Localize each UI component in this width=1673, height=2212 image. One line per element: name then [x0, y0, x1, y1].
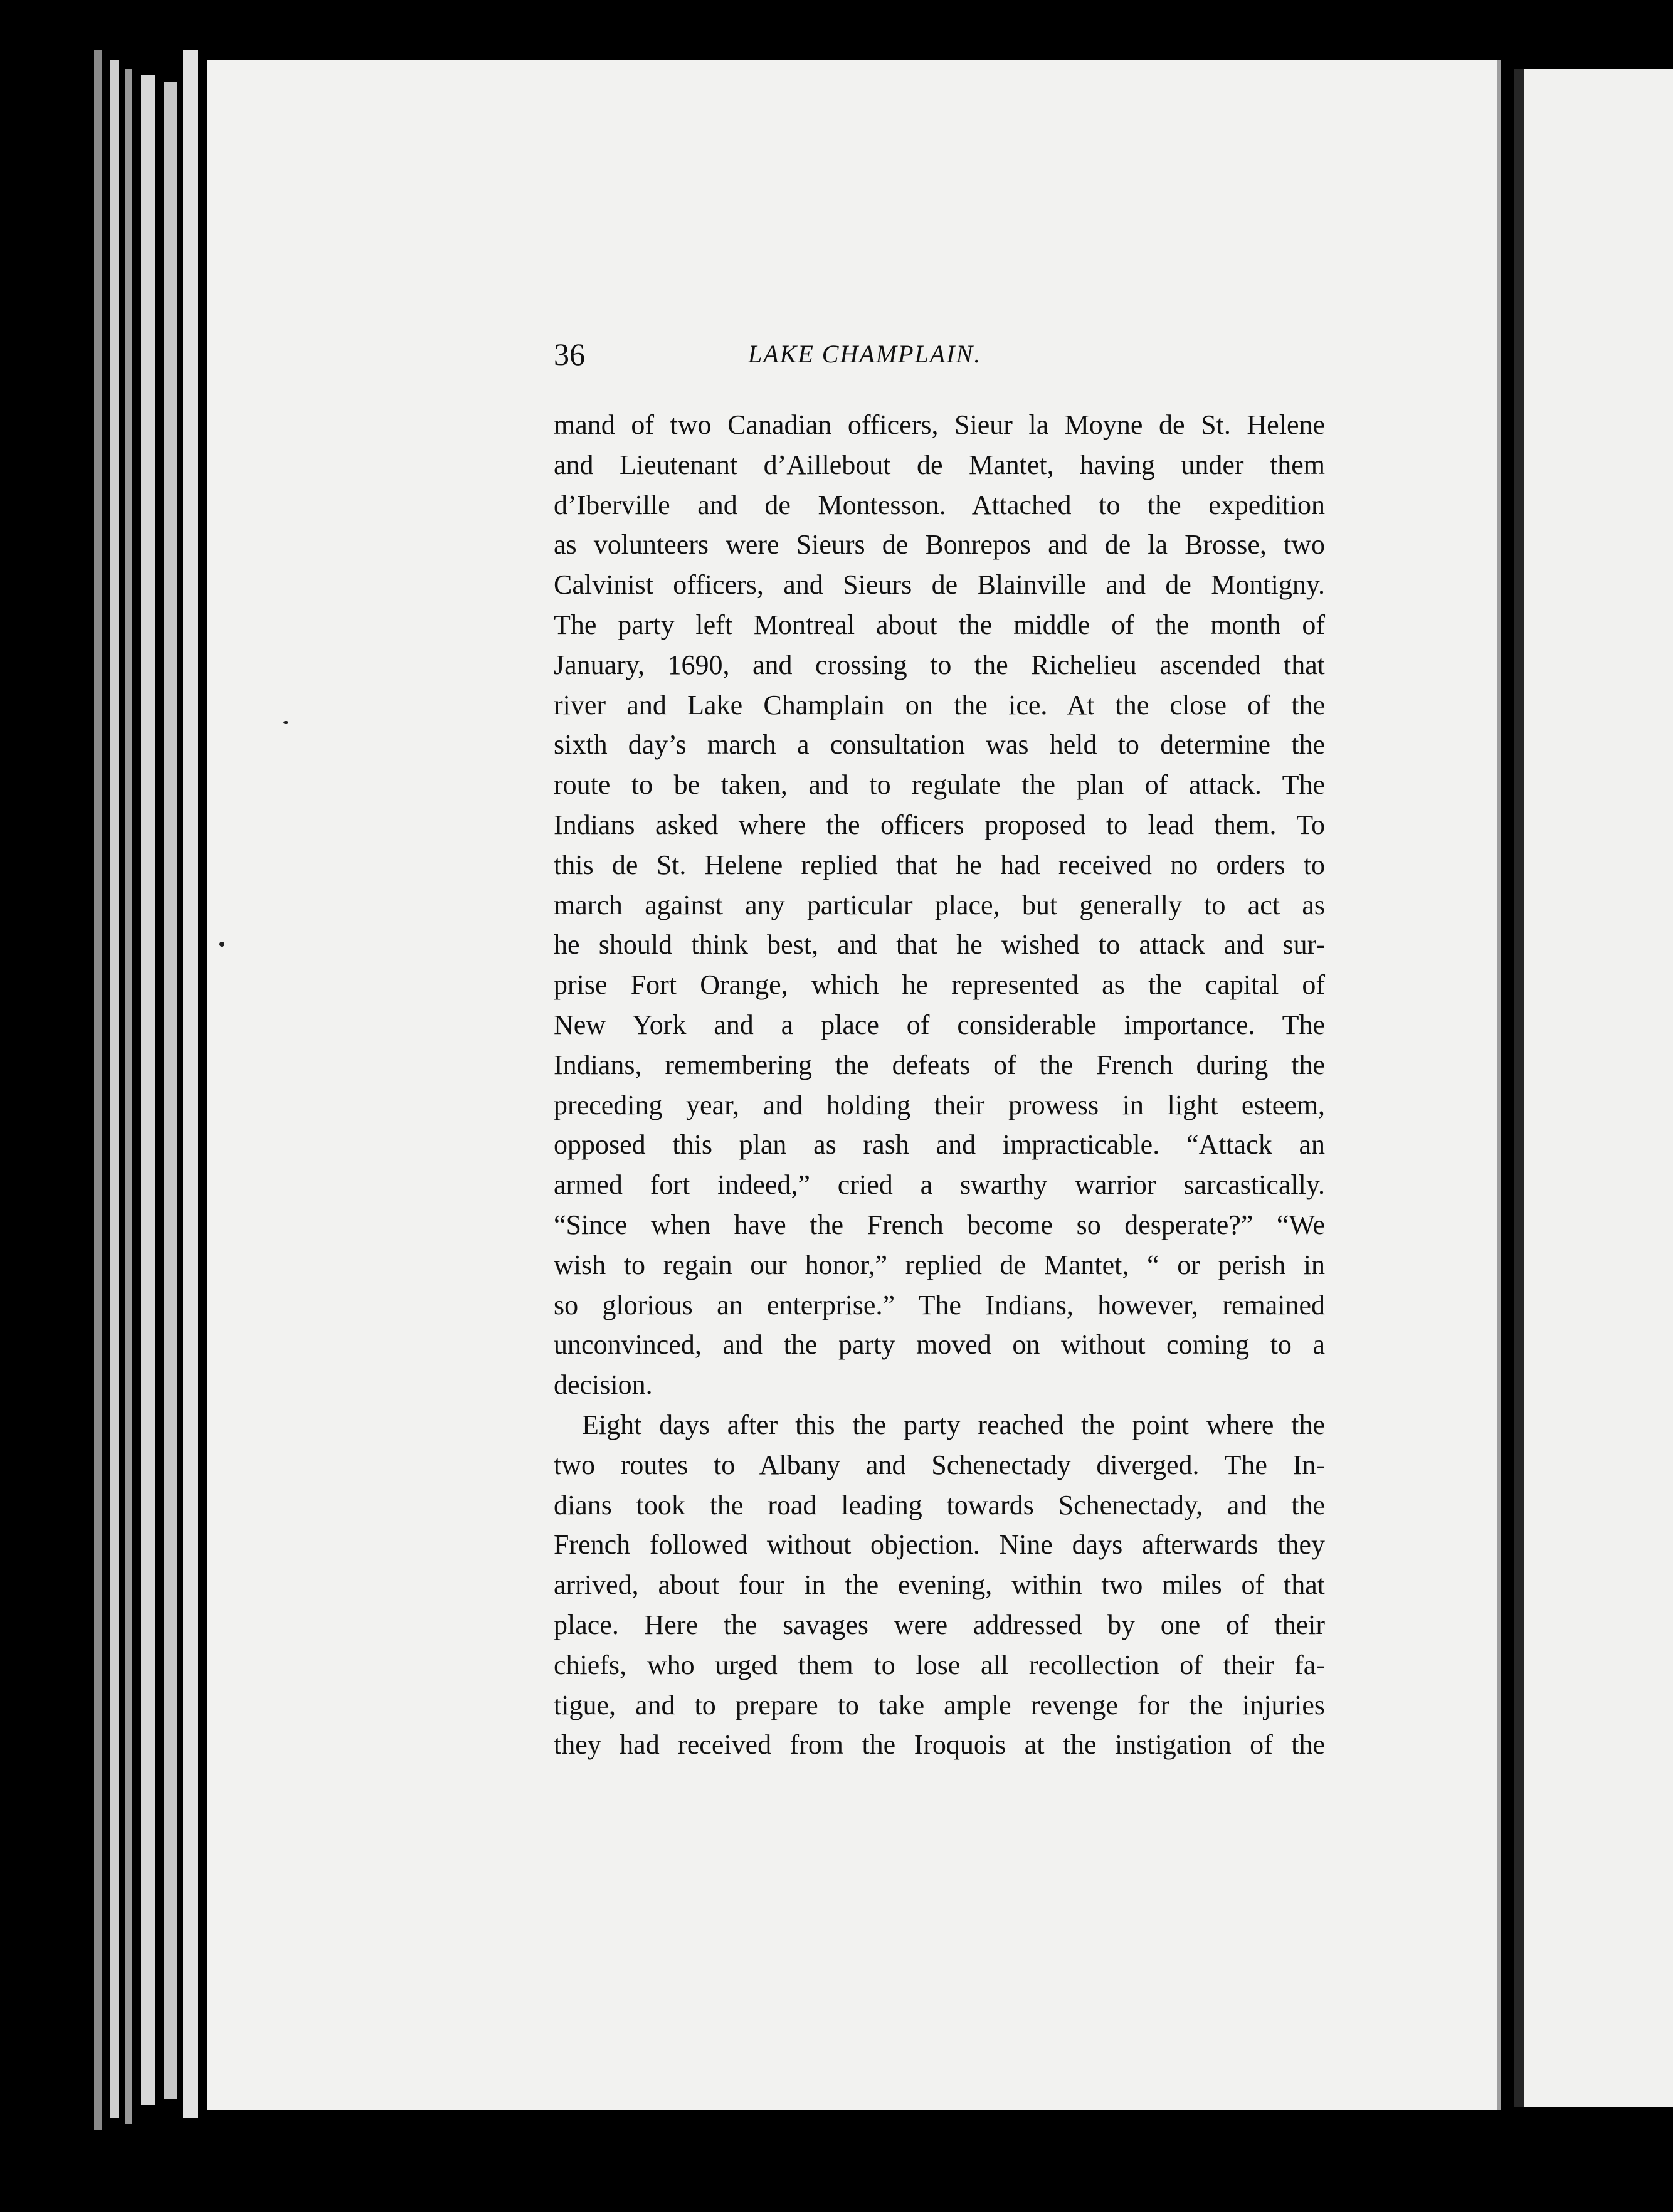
text-line: march against any particular place, but generally to act as: [554, 889, 1325, 920]
page-number: 36: [554, 337, 585, 372]
scan-speck: [219, 942, 224, 947]
text-line: they had received from the Iroquois at the instigation of the: [554, 1729, 1325, 1761]
text-line: preceding year, and holding their prowess in light esteem,: [554, 1089, 1325, 1120]
text-line: January, 1690, and crossing to the Richelieu ascended that: [554, 649, 1325, 680]
running-head: LAKE CHAMPLAIN.: [748, 340, 982, 368]
text-line: The party left Montreal about the middle of the month of: [554, 609, 1325, 640]
book-page-edge: [164, 82, 177, 2099]
text-line: Eight days after this the party reached the point where the: [582, 1409, 1325, 1440]
text-line: arrived, about four in the evening, within two miles of that: [554, 1569, 1325, 1601]
text-line: French followed without objection. Nine days afterwards they: [554, 1529, 1325, 1561]
text-line: “Since when have the French become so desperate?” “We: [554, 1209, 1325, 1240]
text-line: chiefs, who urged them to lose all recollection of their fa-: [554, 1649, 1325, 1680]
text-line: unconvinced, and the party moved on without coming to a: [554, 1329, 1325, 1361]
text-line: tigue, and to prepare to take ample revenge for the injuries: [554, 1689, 1325, 1720]
book-page-edge: [110, 60, 119, 2118]
text-line: this de St. Helene replied that he had received no orders to: [554, 849, 1325, 880]
text-line: river and Lake Champlain on the ice. At the close of the: [554, 689, 1325, 720]
text-line: mand of two Canadian officers, Sieur la Moyne de St. Helene: [554, 409, 1325, 440]
text-line: Indians, remembering the defeats of the French during the: [554, 1049, 1325, 1080]
text-line: place. Here the savages were addressed by one of their: [554, 1609, 1325, 1640]
text-line: and Lieutenant d’Aillebout de Mantet, having under them: [554, 449, 1325, 480]
text-line: opposed this plan as rash and impracticable. “Attack an: [554, 1129, 1325, 1161]
book-page-edge: [183, 50, 198, 2118]
book-page-edge: [94, 50, 102, 2130]
text-line: Calvinist officers, and Sieurs de Blainville and de Montigny.: [554, 569, 1325, 601]
text-line: d’Iberville and de Montesson. Attached to the expedition: [554, 489, 1325, 520]
text-line: decision.: [554, 1369, 653, 1401]
text-line: prise Fort Orange, which he represented as the capital of: [554, 969, 1325, 1001]
text-line: two routes to Albany and Schenectady diverged. The In-: [554, 1449, 1325, 1480]
text-line: dians took the road leading towards Schenectady, and the: [554, 1489, 1325, 1520]
book-page-edge: [125, 69, 132, 2124]
text-line: as volunteers were Sieurs de Bonrepos and de la Brosse, two: [554, 529, 1325, 561]
text-line: armed fort indeed,” cried a swarthy warrior sarcastically.: [554, 1169, 1325, 1201]
next-page-strip: [1524, 69, 1673, 2107]
text-line: Indians asked where the officers proposed to lead them. To: [554, 809, 1325, 840]
text-line: sixth day’s march a consultation was held to determine the: [554, 729, 1325, 761]
text-line: he should think best, and that he wished to attack and sur-: [554, 929, 1325, 961]
page-header: [554, 332, 1325, 376]
book-page-edge: [141, 75, 155, 2105]
text-line: route to be taken, and to regulate the plan of attack. The: [554, 769, 1325, 801]
text-line: so glorious an enterprise.” The Indians, however, remained: [554, 1289, 1325, 1320]
scan-speck: [283, 721, 288, 724]
next-page-edge: [1514, 69, 1524, 2107]
text-line: New York and a place of considerable importance. The: [554, 1009, 1325, 1040]
body-text: [554, 405, 1325, 1765]
text-line: wish to regain our honor,” replied de Mantet, “ or perish in: [554, 1249, 1325, 1280]
